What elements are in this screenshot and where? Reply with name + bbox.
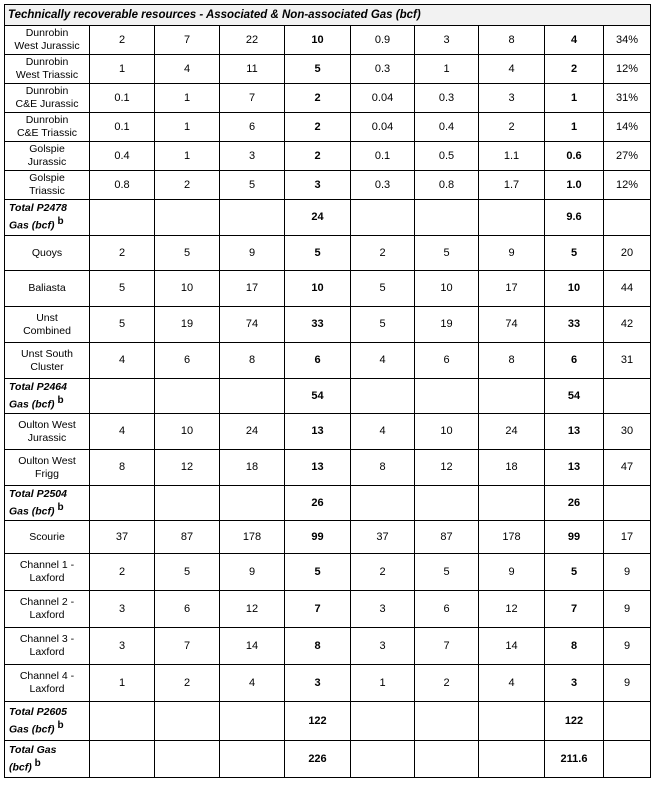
table-cell: 12%: [604, 55, 651, 84]
table-cell: 3: [351, 591, 415, 628]
table-cell: 5: [415, 554, 479, 591]
table-row: [5, 665, 651, 702]
table-cell: [351, 486, 415, 521]
resources-table: [4, 4, 651, 778]
field-name-line: Dunrobin: [25, 56, 69, 68]
field-name-line: West Triassic: [15, 69, 79, 81]
table-cell: 0.3: [415, 84, 479, 113]
table-cell: 1.7: [479, 171, 545, 200]
table-cell: 0.8: [90, 171, 155, 200]
table-cell: 5: [285, 554, 351, 591]
table-row: [5, 628, 651, 665]
table-cell: [415, 741, 479, 778]
field-name: [5, 343, 90, 379]
table-body: [5, 5, 651, 778]
table-cell: 99: [545, 521, 604, 554]
table-row: [5, 343, 651, 379]
field-name-line: Total P2478: [9, 202, 67, 215]
table-cell: 33: [545, 307, 604, 343]
table-cell: 1: [545, 113, 604, 142]
total-row: [5, 702, 651, 741]
field-name-line: Oulton West: [18, 454, 76, 467]
field-name: [5, 271, 90, 307]
table-cell: 5: [90, 271, 155, 307]
table-row: [5, 142, 651, 171]
table-cell: 10: [155, 271, 220, 307]
field-name-line: Golspie: [29, 172, 65, 184]
table-cell: 12: [479, 591, 545, 628]
table-cell: 37: [351, 521, 415, 554]
field-name: [5, 665, 90, 702]
table-cell: 5: [545, 236, 604, 271]
table-cell: [90, 702, 155, 741]
field-name-line: Scourie: [29, 530, 65, 543]
table-cell: [220, 486, 285, 521]
field-name-line: Gas (bcf): [9, 723, 55, 736]
field-name-line: Total P2464: [9, 380, 67, 393]
table-cell: 24: [285, 200, 351, 236]
table-cell: 2: [285, 84, 351, 113]
table-cell: 4: [155, 55, 220, 84]
table-cell: 6: [285, 343, 351, 379]
table-cell: 7: [155, 628, 220, 665]
table-cell: 0.1: [351, 142, 415, 171]
total-label: [5, 486, 90, 521]
table-cell: 7: [415, 628, 479, 665]
table-cell: 34%: [604, 26, 651, 55]
table-cell: 0.4: [90, 142, 155, 171]
table-cell: 5: [285, 236, 351, 271]
field-name-line: C&E Jurassic: [15, 98, 79, 110]
footnote-marker: b: [34, 757, 41, 769]
table-cell: 2: [285, 142, 351, 171]
field-name: [5, 84, 90, 113]
footnote-marker: b: [57, 216, 64, 228]
table-cell: 17: [479, 271, 545, 307]
table-cell: 9: [220, 554, 285, 591]
total-label: [5, 702, 90, 741]
table-cell: 8: [479, 26, 545, 55]
table-cell: 13: [285, 414, 351, 450]
field-name-line: Total Gas: [9, 743, 57, 756]
table-cell: 26: [285, 486, 351, 521]
table-cell: 3: [90, 628, 155, 665]
table-cell: 11: [220, 55, 285, 84]
field-name-line: Dunrobin: [25, 27, 69, 39]
table-cell: [415, 379, 479, 414]
field-name-line: Quoys: [31, 246, 63, 259]
table-cell: 8: [479, 343, 545, 379]
table-cell: [604, 741, 651, 778]
table-cell: [220, 379, 285, 414]
field-name-line: Channel 2 -: [19, 596, 75, 608]
field-name-line: Triassic: [29, 185, 65, 197]
table-cell: 0.4: [415, 113, 479, 142]
table-cell: 14%: [604, 113, 651, 142]
table-cell: 31: [604, 343, 651, 379]
table-row: [5, 307, 651, 343]
table-cell: 37: [90, 521, 155, 554]
field-name-line: Gas (bcf): [9, 505, 55, 518]
field-name: [5, 142, 90, 171]
table-cell: 6: [415, 591, 479, 628]
table-cell: 0.6: [545, 142, 604, 171]
table-cell: 9: [604, 665, 651, 702]
field-name-line: Laxford: [29, 646, 65, 658]
title-row: [5, 5, 651, 26]
table-cell: [351, 379, 415, 414]
table-cell: 122: [285, 702, 351, 741]
table-cell: 1: [90, 665, 155, 702]
field-name: [5, 414, 90, 450]
field-name-line: Laxford: [29, 683, 65, 695]
table-cell: 1: [415, 55, 479, 84]
table-cell: 9: [604, 591, 651, 628]
table-cell: 74: [479, 307, 545, 343]
table-cell: 122: [545, 702, 604, 741]
table-cell: [155, 200, 220, 236]
table-cell: [415, 200, 479, 236]
footnote-marker: b: [57, 719, 64, 731]
table-cell: 3: [220, 142, 285, 171]
table-cell: [220, 741, 285, 778]
table-cell: 7: [285, 591, 351, 628]
table-row: [5, 521, 651, 554]
table-cell: 3: [90, 591, 155, 628]
table-cell: 17: [604, 521, 651, 554]
table-cell: 1: [545, 84, 604, 113]
field-name-line: Laxford: [29, 572, 65, 584]
table-cell: 226: [285, 741, 351, 778]
total-label: [5, 200, 90, 236]
total-row: [5, 741, 651, 778]
field-name: [5, 591, 90, 628]
table-cell: [479, 486, 545, 521]
table-cell: [479, 702, 545, 741]
table-cell: 5: [155, 554, 220, 591]
field-name-line: Dunrobin: [25, 85, 69, 97]
field-name: [5, 554, 90, 591]
field-name: [5, 307, 90, 343]
table-cell: 1: [155, 142, 220, 171]
table-cell: 3: [285, 665, 351, 702]
table-cell: 4: [479, 665, 545, 702]
total-row: [5, 486, 651, 521]
table-cell: 3: [545, 665, 604, 702]
field-name-line: Unst: [36, 311, 58, 324]
field-name-line: Gas (bcf): [9, 398, 55, 411]
field-name: [5, 171, 90, 200]
table-cell: 4: [220, 665, 285, 702]
table-cell: 26: [545, 486, 604, 521]
table-cell: 47: [604, 450, 651, 486]
table-cell: 4: [351, 343, 415, 379]
table-row: [5, 171, 651, 200]
table-cell: 24: [479, 414, 545, 450]
table-cell: 2: [90, 26, 155, 55]
field-name-line: C&E Triassic: [16, 127, 78, 139]
table-cell: 0.1: [90, 84, 155, 113]
field-name: [5, 521, 90, 554]
table-cell: 3: [351, 628, 415, 665]
table-cell: 5: [220, 171, 285, 200]
table-cell: 2: [545, 55, 604, 84]
table-cell: 1: [155, 84, 220, 113]
table-cell: 13: [545, 450, 604, 486]
table-cell: 178: [220, 521, 285, 554]
table-cell: 2: [351, 554, 415, 591]
table-cell: 5: [351, 307, 415, 343]
table-cell: 0.04: [351, 113, 415, 142]
field-name-line: Laxford: [29, 609, 65, 621]
table-cell: 5: [155, 236, 220, 271]
table-cell: 7: [155, 26, 220, 55]
table-cell: 2: [285, 113, 351, 142]
table-cell: 9: [479, 554, 545, 591]
table-cell: 44: [604, 271, 651, 307]
table-cell: 10: [415, 271, 479, 307]
table-cell: 42: [604, 307, 651, 343]
table-cell: 4: [351, 414, 415, 450]
table-cell: 6: [415, 343, 479, 379]
table-cell: 2: [155, 171, 220, 200]
table-cell: 54: [545, 379, 604, 414]
table-cell: 178: [479, 521, 545, 554]
table-cell: 19: [155, 307, 220, 343]
table-cell: 3: [479, 84, 545, 113]
table-cell: [90, 379, 155, 414]
table-cell: [351, 702, 415, 741]
table-cell: [415, 702, 479, 741]
table-cell: 4: [90, 414, 155, 450]
field-name: [5, 450, 90, 486]
field-name-line: (bcf): [9, 761, 32, 774]
footnote-marker: b: [57, 394, 64, 406]
table-cell: 6: [545, 343, 604, 379]
table-cell: 2: [90, 554, 155, 591]
table-cell: 7: [545, 591, 604, 628]
table-cell: 5: [285, 55, 351, 84]
table-cell: [479, 200, 545, 236]
table-cell: 17: [220, 271, 285, 307]
table-cell: 2: [415, 665, 479, 702]
table-cell: 5: [90, 307, 155, 343]
table-cell: 0.8: [415, 171, 479, 200]
field-name-line: Gas (bcf): [9, 219, 55, 232]
table-cell: 18: [479, 450, 545, 486]
table-cell: 31%: [604, 84, 651, 113]
table-cell: [220, 200, 285, 236]
table-cell: 3: [285, 171, 351, 200]
table-cell: 9: [604, 554, 651, 591]
table-title: Technically recoverable resources - Associated & Non-associated Gas (bcf): [5, 5, 651, 26]
table-row: [5, 414, 651, 450]
table-cell: 2: [90, 236, 155, 271]
field-name-line: Oulton West: [18, 418, 76, 431]
table-cell: 9: [604, 628, 651, 665]
table-cell: 22: [220, 26, 285, 55]
table-cell: [155, 486, 220, 521]
total-row: [5, 379, 651, 414]
table-cell: 211.6: [545, 741, 604, 778]
total-label: [5, 741, 90, 778]
table-cell: 14: [479, 628, 545, 665]
field-name: [5, 236, 90, 271]
table-cell: [90, 741, 155, 778]
table-cell: [220, 702, 285, 741]
table-cell: 6: [155, 343, 220, 379]
field-name-line: Channel 1 -: [19, 559, 75, 571]
table-cell: 2: [351, 236, 415, 271]
field-name-line: Total P2504: [9, 487, 67, 500]
table-cell: 20: [604, 236, 651, 271]
table-cell: 24: [220, 414, 285, 450]
table-cell: 6: [155, 591, 220, 628]
table-cell: 54: [285, 379, 351, 414]
table-cell: 0.5: [415, 142, 479, 171]
table-cell: 7: [220, 84, 285, 113]
table-cell: 8: [545, 628, 604, 665]
table-cell: 13: [545, 414, 604, 450]
table-cell: 8: [90, 450, 155, 486]
table-cell: 12%: [604, 171, 651, 200]
field-name: [5, 628, 90, 665]
table-row: [5, 26, 651, 55]
table-cell: 10: [285, 26, 351, 55]
table-cell: 0.3: [351, 171, 415, 200]
total-row: [5, 200, 651, 236]
table-cell: 4: [90, 343, 155, 379]
field-name-line: Golspie: [29, 143, 65, 155]
table-cell: 14: [220, 628, 285, 665]
table-row: [5, 55, 651, 84]
table-row: [5, 554, 651, 591]
field-name-line: Baliasta: [28, 282, 66, 294]
field-name-line: Dunrobin: [25, 114, 69, 126]
field-name-line: Total P2605: [9, 705, 67, 718]
table-cell: [604, 379, 651, 414]
field-name-line: Jurassic: [27, 156, 67, 168]
table-cell: 2: [155, 665, 220, 702]
table-cell: 5: [545, 554, 604, 591]
table-cell: 99: [285, 521, 351, 554]
table-cell: [90, 200, 155, 236]
table-cell: 12: [415, 450, 479, 486]
table-cell: 13: [285, 450, 351, 486]
table-cell: [90, 486, 155, 521]
table-cell: [155, 379, 220, 414]
table-cell: 87: [415, 521, 479, 554]
table-cell: 1: [155, 113, 220, 142]
field-name-line: Jurassic: [27, 431, 67, 444]
table-cell: 10: [545, 271, 604, 307]
field-name: [5, 26, 90, 55]
table-cell: 0.04: [351, 84, 415, 113]
table-cell: [604, 486, 651, 521]
table-row: [5, 271, 651, 307]
table-cell: 8: [220, 343, 285, 379]
table-cell: 0.3: [351, 55, 415, 84]
field-name: [5, 113, 90, 142]
field-name-line: Channel 3 -: [19, 633, 75, 645]
table-row: [5, 591, 651, 628]
table-cell: 9: [479, 236, 545, 271]
table-cell: 1: [351, 665, 415, 702]
table-cell: [479, 741, 545, 778]
table-cell: 27%: [604, 142, 651, 171]
table-cell: 4: [545, 26, 604, 55]
table-row: [5, 113, 651, 142]
table-cell: [479, 379, 545, 414]
table-cell: 8: [285, 628, 351, 665]
table-cell: 12: [220, 591, 285, 628]
field-name-line: Channel 4 -: [19, 670, 75, 682]
table-cell: 33: [285, 307, 351, 343]
table-cell: [604, 702, 651, 741]
table-cell: [351, 200, 415, 236]
table-cell: 19: [415, 307, 479, 343]
table-cell: 0.1: [90, 113, 155, 142]
table-cell: 12: [155, 450, 220, 486]
field-name: [5, 55, 90, 84]
table-cell: 6: [220, 113, 285, 142]
table-cell: [155, 741, 220, 778]
table-cell: 10: [285, 271, 351, 307]
table-cell: 5: [351, 271, 415, 307]
table-cell: 4: [479, 55, 545, 84]
table-cell: [415, 486, 479, 521]
table-row: [5, 236, 651, 271]
table-cell: 18: [220, 450, 285, 486]
table-row: [5, 450, 651, 486]
table-cell: 0.9: [351, 26, 415, 55]
table-cell: 9: [220, 236, 285, 271]
field-name-line: Combined: [23, 324, 71, 337]
field-name-line: Cluster: [30, 360, 64, 373]
total-label: [5, 379, 90, 414]
table-cell: 74: [220, 307, 285, 343]
field-name-line: Unst South: [21, 347, 73, 360]
footnote-marker: b: [57, 501, 64, 513]
table-cell: [351, 741, 415, 778]
table-cell: 8: [351, 450, 415, 486]
table-cell: 5: [415, 236, 479, 271]
table-cell: 1.1: [479, 142, 545, 171]
table-cell: [604, 200, 651, 236]
field-name-line: Frigg: [35, 467, 59, 480]
table-cell: 1.0: [545, 171, 604, 200]
table-cell: 9.6: [545, 200, 604, 236]
field-name-line: West Jurassic: [14, 40, 80, 52]
table-cell: 2: [479, 113, 545, 142]
table-cell: 1: [90, 55, 155, 84]
table-cell: 30: [604, 414, 651, 450]
table-cell: 3: [415, 26, 479, 55]
table-cell: 87: [155, 521, 220, 554]
table-cell: 10: [155, 414, 220, 450]
table-row: [5, 84, 651, 113]
table-cell: 10: [415, 414, 479, 450]
table-cell: [155, 702, 220, 741]
